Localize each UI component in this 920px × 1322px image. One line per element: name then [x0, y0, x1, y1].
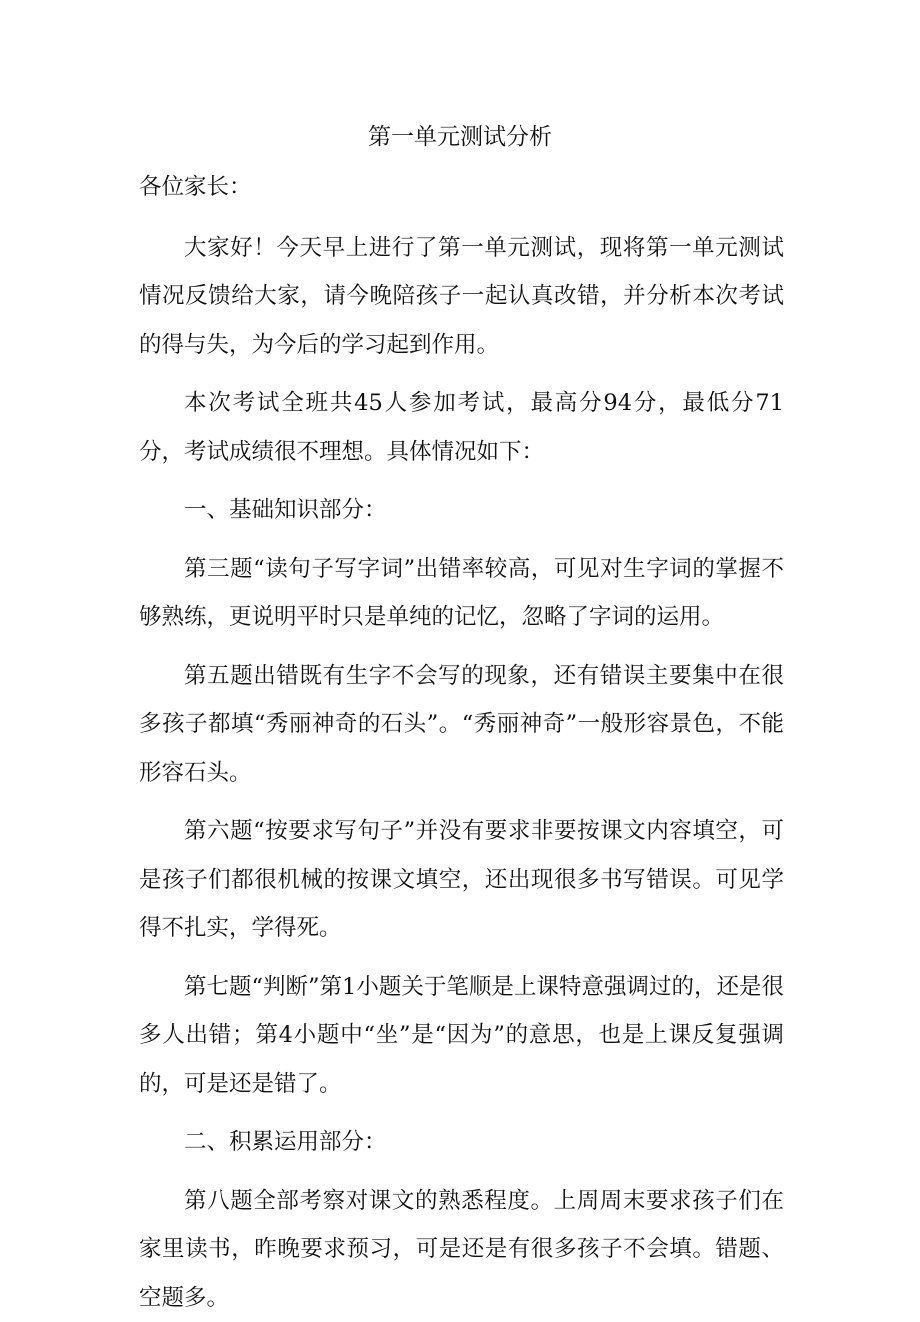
paragraph-question-8: 第八题全部考察对课文的熟悉程度。上周周末要求孩子们在家里读书，昨晚要求预习，可是还是有很多孩子不会填。错题、空题多。: [139, 1177, 784, 1322]
paragraph-scores: 本次考试全班共45人参加考试，最高分94分，最低分71分，考试成绩很不理想。具体情况如下：: [139, 379, 784, 476]
document-body: [139, 163, 784, 1322]
paragraph-question-3: 第三题“读句子写字词”出错率较高，可见对生字词的掌握不够熟练，更说明平时只是单纯的记忆，忽略了字词的运用。: [139, 545, 784, 642]
greeting: 各位家长：: [139, 163, 784, 212]
paragraph-question-6: 第六题“按要求写句子”并没有要求非要按课文内容填空，可是孩子们都很机械的按课文填空，还出现很多书写错误。可见学得不扎实，学得死。: [139, 807, 784, 953]
document-title: 第一单元测试分析: [0, 122, 920, 152]
section-heading-accumulation: 二、积累运用部分：: [139, 1118, 784, 1167]
paragraph-intro: 大家好！今天早上进行了第一单元测试，现将第一单元测试情况反馈给大家，请今晚陪孩子一起认真改错，并分析本次考试的得与失，为今后的学习起到作用。: [139, 224, 784, 370]
paragraph-question-5: 第五题出错既有生字不会写的现象，还有错误主要集中在很多孩子都填“秀丽神奇的石头”。“秀丽神奇”一般形容景色，不能形容石头。: [139, 652, 784, 798]
paragraph-question-7: 第七题“判断”第1小题关于笔顺是上课特意强调过的，还是很多人出错；第4小题中“坐”是“因为”的意思，也是上课反复强调的，可是还是错了。: [139, 963, 784, 1109]
section-heading-basics: 一、基础知识部分：: [139, 486, 784, 535]
